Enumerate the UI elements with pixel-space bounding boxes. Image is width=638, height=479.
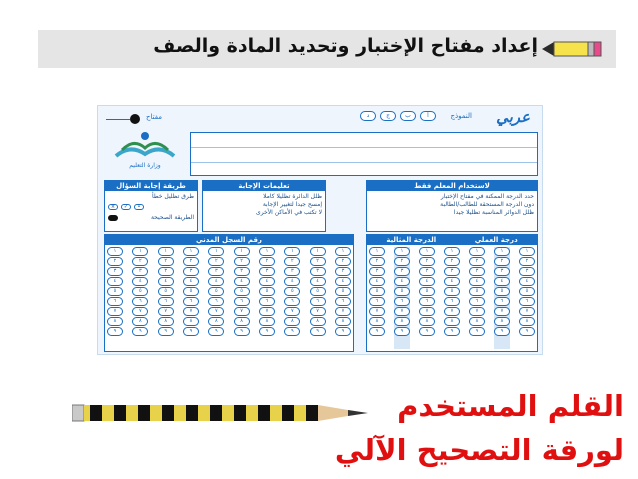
pencil-icon: [540, 40, 602, 58]
answer-bubble[interactable]: ٢: [444, 257, 460, 266]
answer-bubble[interactable]: ٢: [158, 257, 174, 266]
answer-bubble[interactable]: ٨: [494, 317, 510, 326]
score-ideal-title: الدرجة المثالية: [386, 236, 437, 244]
answer-bubble[interactable]: ٤: [158, 277, 174, 286]
wrong-check-bubble: ✓: [121, 204, 131, 210]
key-label: مفتاح: [146, 113, 163, 121]
answer-bubble[interactable]: ١: [494, 247, 510, 256]
instruction-line: إمسح جيدا لتغيير الإجابة: [262, 201, 322, 208]
caption: [335, 384, 624, 472]
answer-bubble[interactable]: ٦: [519, 297, 535, 306]
answer-bubble[interactable]: ٦: [158, 297, 174, 306]
answer-bubble[interactable]: ٩: [369, 327, 385, 336]
answer-bubble[interactable]: ٢: [234, 257, 250, 266]
answer-bubble[interactable]: ٧: [335, 307, 351, 316]
answer-bubble[interactable]: ٧: [394, 307, 410, 316]
model-label: النموذج: [450, 112, 472, 120]
wrong-method-label: طرق تظليل خطأ: [152, 193, 194, 200]
answer-bubble[interactable]: ٤: [519, 277, 535, 286]
answer-bubble[interactable]: ١: [394, 247, 410, 256]
bubble-column: [519, 247, 535, 349]
bubble-column: [444, 247, 460, 349]
answer-bubble[interactable]: ٨: [419, 317, 435, 326]
answer-bubble[interactable]: ٨: [284, 317, 300, 326]
answer-bubble[interactable]: ٨: [107, 317, 123, 326]
sheet-header: [98, 106, 542, 128]
answer-bubble[interactable]: ٤: [369, 277, 385, 286]
score-actual-title: درجة العملي: [474, 236, 518, 244]
answer-bubble[interactable]: ٤: [444, 277, 460, 286]
answer-bubble[interactable]: ٤: [284, 277, 300, 286]
answer-bubble[interactable]: ٩: [519, 327, 535, 336]
answer-bubble[interactable]: ٩: [234, 327, 250, 336]
answer-bubble[interactable]: ٧: [284, 307, 300, 316]
answer-bubble[interactable]: ٧: [259, 307, 275, 316]
bubble-column: [259, 247, 275, 349]
subject-label: عربي: [496, 108, 530, 126]
answer-bubble[interactable]: ١: [259, 247, 275, 256]
answer-bubble[interactable]: ٩: [310, 327, 326, 336]
answer-bubble[interactable]: ٥: [132, 287, 148, 296]
instruction-line: ظلل الدائرة تظليلا كاملا: [263, 193, 322, 200]
answer-bubble[interactable]: ٩: [494, 327, 510, 336]
answer-bubble[interactable]: ١: [419, 247, 435, 256]
answer-bubble[interactable]: ٤: [107, 277, 123, 286]
answer-bubble[interactable]: ٣: [444, 267, 460, 276]
answer-bubble[interactable]: ٧: [469, 307, 485, 316]
title-bar: [38, 30, 616, 68]
answer-bubble[interactable]: ٦: [369, 297, 385, 306]
answer-bubble[interactable]: ٢: [284, 257, 300, 266]
score-panel: [366, 234, 538, 352]
answer-bubble[interactable]: ٥: [469, 287, 485, 296]
answer-bubble[interactable]: ٩: [107, 327, 123, 336]
answer-bubble[interactable]: ٨: [394, 317, 410, 326]
answer-bubble[interactable]: ٢: [335, 257, 351, 266]
civil-record-grid: [107, 247, 351, 349]
answer-bubble[interactable]: ٤: [310, 277, 326, 286]
answer-bubble[interactable]: ٧: [369, 307, 385, 316]
answer-bubble[interactable]: ٥: [208, 287, 224, 296]
answer-bubble[interactable]: ٦: [469, 297, 485, 306]
answer-bubble[interactable]: ٨: [519, 317, 535, 326]
answer-bubble[interactable]: ٣: [234, 267, 250, 276]
answer-bubble[interactable]: ٧: [132, 307, 148, 316]
answer-bubble[interactable]: ٥: [494, 287, 510, 296]
model-bubbles: [360, 111, 436, 121]
answer-bubble[interactable]: ١: [310, 247, 326, 256]
answer-bubble[interactable]: ٢: [419, 257, 435, 266]
answer-bubble[interactable]: ٤: [234, 277, 250, 286]
answer-bubble[interactable]: ٣: [310, 267, 326, 276]
answer-bubble[interactable]: ٦: [494, 297, 510, 306]
answer-bubble[interactable]: ٩: [259, 327, 275, 336]
bubble-column: [158, 247, 174, 349]
name-field-box[interactable]: [190, 132, 538, 176]
answer-bubble[interactable]: ٢: [208, 257, 224, 266]
teacher-line: دون الدرجة المستحقة للطالب/الطالبة: [440, 201, 534, 208]
logo-text: وزارة التعليم: [129, 162, 161, 169]
answer-bubble[interactable]: ٤: [419, 277, 435, 286]
score-grid: [369, 247, 535, 349]
model-bubble[interactable]: أ: [420, 111, 436, 121]
bubble-column: [394, 247, 410, 349]
answer-bubble[interactable]: ٧: [310, 307, 326, 316]
answer-bubble[interactable]: ٨: [469, 317, 485, 326]
answer-bubble[interactable]: ٦: [259, 297, 275, 306]
model-bubble[interactable]: د: [360, 111, 376, 121]
answer-bubble[interactable]: ٤: [494, 277, 510, 286]
answer-bubble[interactable]: ٤: [132, 277, 148, 286]
answer-bubble[interactable]: ٥: [419, 287, 435, 296]
answer-bubble[interactable]: ٥: [183, 287, 199, 296]
answer-bubble[interactable]: ٩: [469, 327, 485, 336]
answer-bubble[interactable]: ٣: [419, 267, 435, 276]
answer-bubble[interactable]: ١: [444, 247, 460, 256]
answer-bubble[interactable]: ٩: [394, 327, 410, 336]
answer-bubble[interactable]: ٩: [335, 327, 351, 336]
answer-bubble[interactable]: ٧: [444, 307, 460, 316]
answer-bubble[interactable]: ٧: [519, 307, 535, 316]
answer-bubble[interactable]: ٢: [132, 257, 148, 266]
wrong-dot-bubble: •: [134, 204, 144, 210]
answer-bubble[interactable]: ٨: [208, 317, 224, 326]
method-panel: [104, 180, 198, 232]
answer-bubble[interactable]: ٦: [310, 297, 326, 306]
bubble-column: [132, 247, 148, 349]
answer-bubble[interactable]: ٥: [394, 287, 410, 296]
instruction-line: لا تكتب في الأماكن الأخرى: [256, 209, 322, 216]
wrong-examples: [108, 204, 144, 210]
answer-bubble[interactable]: ٨: [158, 317, 174, 326]
answer-bubble[interactable]: ٢: [494, 257, 510, 266]
teacher-panel: [366, 180, 538, 232]
answer-bubble[interactable]: ٢: [369, 257, 385, 266]
answer-bubble[interactable]: ٦: [107, 297, 123, 306]
field-line: [191, 147, 537, 148]
answer-bubble[interactable]: ٢: [310, 257, 326, 266]
key-filled-dot[interactable]: [130, 114, 140, 124]
bubble-column: [469, 247, 485, 349]
answer-bubble[interactable]: ٦: [132, 297, 148, 306]
answer-bubble[interactable]: ٥: [444, 287, 460, 296]
answer-bubble[interactable]: ٥: [284, 287, 300, 296]
answer-bubble[interactable]: ٣: [284, 267, 300, 276]
answer-bubble[interactable]: ١: [335, 247, 351, 256]
answer-bubble[interactable]: ٣: [259, 267, 275, 276]
answer-sheet: [97, 105, 543, 355]
answer-bubble[interactable]: ٦: [419, 297, 435, 306]
answer-bubble[interactable]: ٤: [335, 277, 351, 286]
answer-bubble[interactable]: ٣: [335, 267, 351, 276]
instructions-panel: [202, 180, 326, 232]
answer-bubble[interactable]: ٥: [335, 287, 351, 296]
bubble-column: [335, 247, 351, 349]
answer-bubble[interactable]: ٩: [208, 327, 224, 336]
teacher-panel-title: لاستخدام المعلم فقط: [367, 181, 537, 191]
correct-filled-bubble: [108, 215, 118, 221]
model-bubble[interactable]: ب: [400, 111, 416, 121]
answer-bubble[interactable]: ٢: [183, 257, 199, 266]
answer-bubble[interactable]: ٦: [394, 297, 410, 306]
bubble-column: [183, 247, 199, 349]
answer-bubble[interactable]: ٦: [444, 297, 460, 306]
answer-bubble[interactable]: ٣: [208, 267, 224, 276]
answer-bubble[interactable]: ٨: [444, 317, 460, 326]
answer-bubble[interactable]: ٩: [284, 327, 300, 336]
field-line: [191, 162, 537, 163]
answer-bubble[interactable]: ٤: [183, 277, 199, 286]
answer-bubble[interactable]: ٢: [394, 257, 410, 266]
answer-bubble[interactable]: ٣: [183, 267, 199, 276]
bubble-column: [494, 247, 510, 349]
answer-bubble[interactable]: ٩: [132, 327, 148, 336]
bubble-column: [310, 247, 326, 349]
instructions-title: تعليمات الإجابة: [203, 181, 325, 191]
answer-bubble[interactable]: ٣: [494, 267, 510, 276]
caption-line-2: لورقة التصحيح الآلي: [334, 433, 624, 467]
bubble-column: [208, 247, 224, 349]
teacher-line: ظلل الدوائر المناسبة تظليلا جيدا: [453, 209, 534, 216]
wrong-x-bubble: ×: [108, 204, 118, 210]
civil-record-title: رقم السجل المدني: [105, 235, 353, 245]
bubble-column: [369, 247, 385, 349]
answer-bubble[interactable]: ١: [132, 247, 148, 256]
answer-bubble[interactable]: ٤: [259, 277, 275, 286]
answer-bubble[interactable]: ٦: [234, 297, 250, 306]
answer-bubble[interactable]: ٣: [132, 267, 148, 276]
answer-bubble[interactable]: ٧: [158, 307, 174, 316]
answer-bubble[interactable]: ٨: [132, 317, 148, 326]
answer-bubble[interactable]: ٤: [394, 277, 410, 286]
answer-bubble[interactable]: ٨: [335, 317, 351, 326]
answer-bubble[interactable]: ١: [234, 247, 250, 256]
answer-bubble[interactable]: ٥: [107, 287, 123, 296]
answer-bubble[interactable]: ٩: [183, 327, 199, 336]
answer-bubble[interactable]: ٦: [183, 297, 199, 306]
answer-bubble[interactable]: ٧: [208, 307, 224, 316]
answer-bubble[interactable]: ٦: [208, 297, 224, 306]
civil-record-panel: [104, 234, 354, 352]
answer-bubble[interactable]: ٤: [469, 277, 485, 286]
answer-bubble[interactable]: ٧: [494, 307, 510, 316]
answer-bubble[interactable]: ٥: [369, 287, 385, 296]
answer-bubble[interactable]: ٣: [107, 267, 123, 276]
book-logo-icon: [106, 128, 184, 162]
answer-bubble[interactable]: ٧: [107, 307, 123, 316]
answer-bubble[interactable]: ١: [284, 247, 300, 256]
answer-bubble[interactable]: ٣: [394, 267, 410, 276]
answer-bubble[interactable]: ٣: [369, 267, 385, 276]
answer-bubble[interactable]: ١: [107, 247, 123, 256]
key-line: [106, 119, 130, 120]
answer-bubble[interactable]: ٥: [259, 287, 275, 296]
answer-bubble[interactable]: ٧: [183, 307, 199, 316]
slide-title: إعداد مفتاح الإختبار وتحديد المادة والصف: [153, 35, 538, 57]
answer-bubble[interactable]: ٥: [158, 287, 174, 296]
caption-line-1: القلم المستخدم: [397, 389, 624, 423]
answer-bubble[interactable]: ١: [158, 247, 174, 256]
answer-bubble[interactable]: ٢: [519, 257, 535, 266]
right-method-label: الطريقة الصحيحة: [150, 214, 194, 221]
answer-bubble[interactable]: ٩: [444, 327, 460, 336]
teacher-line: حدد الدرجة الممكنة في مفتاح الإختبار: [440, 193, 534, 200]
model-bubble[interactable]: ج: [380, 111, 396, 121]
answer-bubble[interactable]: ١: [519, 247, 535, 256]
answer-bubble[interactable]: ٢: [107, 257, 123, 266]
answer-bubble[interactable]: ٢: [469, 257, 485, 266]
answer-bubble[interactable]: ٥: [310, 287, 326, 296]
bubble-column: [419, 247, 435, 349]
answer-bubble[interactable]: ٢: [259, 257, 275, 266]
answer-bubble[interactable]: ١: [183, 247, 199, 256]
answer-bubble[interactable]: ٧: [419, 307, 435, 316]
answer-bubble[interactable]: ٣: [158, 267, 174, 276]
answer-bubble[interactable]: ٨: [183, 317, 199, 326]
answer-bubble[interactable]: ٧: [234, 307, 250, 316]
answer-bubble[interactable]: ٣: [469, 267, 485, 276]
answer-bubble[interactable]: ٤: [208, 277, 224, 286]
answer-bubble[interactable]: ٨: [234, 317, 250, 326]
method-title: طريقة إجابة السؤال: [105, 181, 197, 191]
answer-bubble[interactable]: ٩: [158, 327, 174, 336]
answer-bubble[interactable]: ٣: [519, 267, 535, 276]
answer-bubble[interactable]: ٩: [419, 327, 435, 336]
answer-bubble[interactable]: ٦: [335, 297, 351, 306]
ministry-logo: [106, 128, 184, 180]
answer-bubble[interactable]: ٦: [284, 297, 300, 306]
answer-bubble[interactable]: ٥: [234, 287, 250, 296]
bubble-column: [284, 247, 300, 349]
answer-bubble[interactable]: ١: [369, 247, 385, 256]
answer-bubble[interactable]: ١: [208, 247, 224, 256]
bubble-column: [107, 247, 123, 349]
answer-bubble[interactable]: ٨: [369, 317, 385, 326]
pencil-illustration: [72, 397, 372, 427]
answer-bubble[interactable]: ٥: [519, 287, 535, 296]
answer-bubble[interactable]: ٨: [259, 317, 275, 326]
answer-bubble[interactable]: ١: [469, 247, 485, 256]
bubble-column: [234, 247, 250, 349]
answer-bubble[interactable]: ٨: [310, 317, 326, 326]
